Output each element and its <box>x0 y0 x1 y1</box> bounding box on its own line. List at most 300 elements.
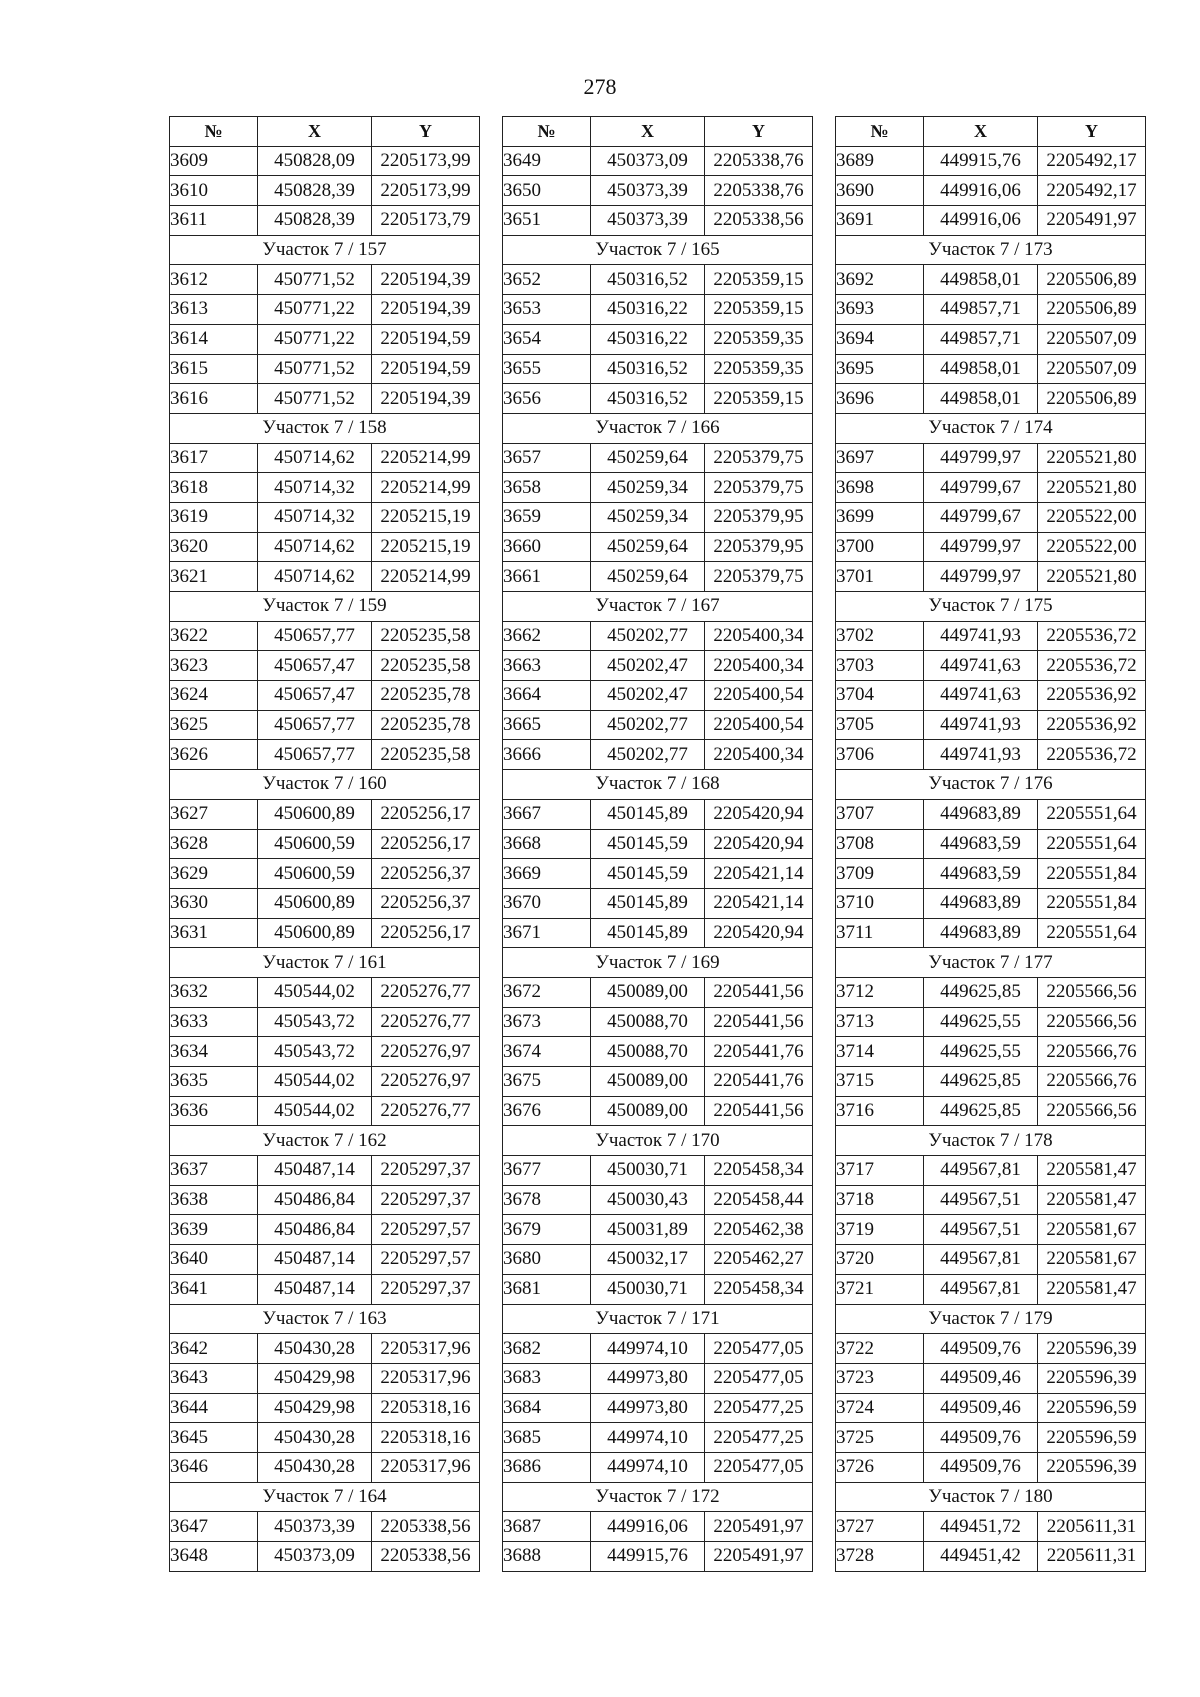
coord-y: 2205359,35 <box>705 324 813 354</box>
section-label: Участок 7 / 170 <box>503 1126 813 1156</box>
table-row <box>503 710 813 740</box>
coord-y: 2205477,05 <box>705 1334 813 1364</box>
coord-x: 449799,97 <box>924 532 1038 562</box>
coord-y: 2205491,97 <box>705 1512 813 1542</box>
table-row <box>170 384 480 414</box>
point-number: 3620 <box>170 532 258 562</box>
point-number: 3723 <box>836 1363 924 1393</box>
table-row <box>836 1245 1146 1275</box>
section-label: Участок 7 / 164 <box>170 1482 480 1512</box>
table-row <box>170 1037 480 1067</box>
coord-y: 2205297,57 <box>372 1245 480 1275</box>
coord-y: 2205491,97 <box>1038 206 1146 236</box>
coord-x: 450771,22 <box>258 324 372 354</box>
section-label: Участок 7 / 162 <box>170 1126 480 1156</box>
coord-y: 2205507,09 <box>1038 354 1146 384</box>
header-number: № <box>836 117 924 147</box>
section-label: Участок 7 / 172 <box>503 1482 813 1512</box>
coord-x: 449683,59 <box>924 859 1038 889</box>
coord-x: 450373,39 <box>591 206 705 236</box>
coord-x: 450316,52 <box>591 265 705 295</box>
point-number: 3626 <box>170 740 258 770</box>
table-row <box>503 1067 813 1097</box>
section-label: Участок 7 / 178 <box>836 1126 1146 1156</box>
table-row <box>503 502 813 532</box>
point-number: 3708 <box>836 829 924 859</box>
table-row <box>836 740 1146 770</box>
table-row <box>503 176 813 206</box>
table-row <box>836 1423 1146 1453</box>
coord-x: 449625,85 <box>924 977 1038 1007</box>
section-row <box>170 948 480 978</box>
table-row <box>503 621 813 651</box>
coord-y: 2205276,77 <box>372 1007 480 1037</box>
coord-y: 2205421,14 <box>705 888 813 918</box>
point-number: 3611 <box>170 206 258 236</box>
coord-x: 450202,47 <box>591 681 705 711</box>
coord-y: 2205611,31 <box>1038 1542 1146 1572</box>
table-row <box>170 1096 480 1126</box>
coord-y: 2205173,79 <box>372 206 480 236</box>
table-row <box>836 1067 1146 1097</box>
coord-y: 2205359,15 <box>705 265 813 295</box>
coord-y: 2205458,34 <box>705 1274 813 1304</box>
coord-y: 2205400,54 <box>705 710 813 740</box>
table-row <box>836 1096 1146 1126</box>
table-row <box>503 1185 813 1215</box>
section-row <box>836 948 1146 978</box>
coord-x: 450202,77 <box>591 740 705 770</box>
table-row <box>836 146 1146 176</box>
table-row <box>503 651 813 681</box>
section-row <box>170 235 480 265</box>
table-row <box>170 295 480 325</box>
coord-x: 450373,39 <box>258 1512 372 1542</box>
table-row <box>836 295 1146 325</box>
point-number: 3724 <box>836 1393 924 1423</box>
table-row <box>170 1542 480 1572</box>
coord-x: 450600,59 <box>258 829 372 859</box>
section-row <box>836 770 1146 800</box>
section-row <box>170 413 480 443</box>
section-row <box>836 235 1146 265</box>
point-number: 3697 <box>836 443 924 473</box>
coord-x: 450544,02 <box>258 977 372 1007</box>
coord-y: 2205317,96 <box>372 1363 480 1393</box>
coord-y: 2205458,34 <box>705 1156 813 1186</box>
table-row <box>170 1245 480 1275</box>
coord-x: 449741,93 <box>924 740 1038 770</box>
coord-y: 2205420,94 <box>705 829 813 859</box>
table-row <box>503 1512 813 1542</box>
table-row <box>503 1363 813 1393</box>
coord-x: 450316,22 <box>591 295 705 325</box>
table-row <box>170 1067 480 1097</box>
point-number: 3635 <box>170 1067 258 1097</box>
coord-x: 449858,01 <box>924 354 1038 384</box>
point-number: 3673 <box>503 1007 591 1037</box>
coord-y: 2205359,15 <box>705 295 813 325</box>
table-row <box>503 1215 813 1245</box>
section-row <box>836 1482 1146 1512</box>
section-label: Участок 7 / 160 <box>170 770 480 800</box>
coord-x: 450600,89 <box>258 888 372 918</box>
point-number: 3616 <box>170 384 258 414</box>
section-label: Участок 7 / 168 <box>503 770 813 800</box>
coord-y: 2205214,99 <box>372 473 480 503</box>
point-number: 3699 <box>836 502 924 532</box>
point-number: 3713 <box>836 1007 924 1037</box>
table-row <box>170 1393 480 1423</box>
section-label: Участок 7 / 159 <box>170 592 480 622</box>
header-y: Y <box>1038 117 1146 147</box>
coord-x: 450202,77 <box>591 710 705 740</box>
header-x: X <box>591 117 705 147</box>
table-row <box>836 859 1146 889</box>
point-number: 3691 <box>836 206 924 236</box>
point-number: 3615 <box>170 354 258 384</box>
coord-y: 2205400,54 <box>705 681 813 711</box>
table-row <box>503 354 813 384</box>
point-number: 3714 <box>836 1037 924 1067</box>
point-number: 3642 <box>170 1334 258 1364</box>
section-row <box>503 948 813 978</box>
coord-y: 2205256,17 <box>372 829 480 859</box>
point-number: 3692 <box>836 265 924 295</box>
section-label: Участок 7 / 176 <box>836 770 1146 800</box>
coord-x: 449509,76 <box>924 1334 1038 1364</box>
point-number: 3679 <box>503 1215 591 1245</box>
coord-x: 449683,89 <box>924 888 1038 918</box>
coord-y: 2205379,75 <box>705 473 813 503</box>
point-number: 3654 <box>503 324 591 354</box>
table-row <box>503 799 813 829</box>
table-row <box>170 562 480 592</box>
table-row <box>170 888 480 918</box>
coord-y: 2205536,92 <box>1038 710 1146 740</box>
point-number: 3644 <box>170 1393 258 1423</box>
coord-y: 2205359,35 <box>705 354 813 384</box>
point-number: 3636 <box>170 1096 258 1126</box>
coord-y: 2205566,56 <box>1038 977 1146 1007</box>
coord-y: 2205379,75 <box>705 443 813 473</box>
coord-y: 2205596,59 <box>1038 1423 1146 1453</box>
point-number: 3631 <box>170 918 258 948</box>
coord-x: 449973,80 <box>591 1393 705 1423</box>
coord-x: 450373,39 <box>591 176 705 206</box>
table-row <box>836 502 1146 532</box>
coord-x: 449625,55 <box>924 1007 1038 1037</box>
section-row <box>836 1304 1146 1334</box>
coord-x: 450089,00 <box>591 1096 705 1126</box>
table-row <box>503 473 813 503</box>
table-row <box>170 1423 480 1453</box>
coord-x: 450828,09 <box>258 146 372 176</box>
point-number: 3710 <box>836 888 924 918</box>
coord-y: 2205276,77 <box>372 977 480 1007</box>
coord-x: 450544,02 <box>258 1067 372 1097</box>
point-number: 3670 <box>503 888 591 918</box>
point-number: 3668 <box>503 829 591 859</box>
point-number: 3640 <box>170 1245 258 1275</box>
coord-y: 2205551,84 <box>1038 859 1146 889</box>
table-row <box>503 918 813 948</box>
coord-x: 449799,97 <box>924 562 1038 592</box>
header-y: Y <box>705 117 813 147</box>
coord-x: 450316,22 <box>591 324 705 354</box>
coord-x: 450259,64 <box>591 443 705 473</box>
table-row <box>503 1274 813 1304</box>
coord-y: 2205477,25 <box>705 1393 813 1423</box>
header-y: Y <box>372 117 480 147</box>
coord-x: 449741,63 <box>924 681 1038 711</box>
table-row <box>836 888 1146 918</box>
coord-x: 450030,71 <box>591 1274 705 1304</box>
coord-x: 450600,89 <box>258 918 372 948</box>
point-number: 3652 <box>503 265 591 295</box>
point-number: 3614 <box>170 324 258 354</box>
coord-x: 450714,32 <box>258 473 372 503</box>
table-row <box>836 621 1146 651</box>
table-row <box>503 265 813 295</box>
coord-y: 2205596,39 <box>1038 1452 1146 1482</box>
coord-x: 449915,76 <box>591 1542 705 1572</box>
section-label: Участок 7 / 165 <box>503 235 813 265</box>
section-label: Участок 7 / 161 <box>170 948 480 978</box>
coord-x: 450714,62 <box>258 443 372 473</box>
point-number: 3687 <box>503 1512 591 1542</box>
point-number: 3681 <box>503 1274 591 1304</box>
point-number: 3712 <box>836 977 924 1007</box>
table-row <box>503 1245 813 1275</box>
point-number: 3675 <box>503 1067 591 1097</box>
coord-y: 2205441,76 <box>705 1067 813 1097</box>
point-number: 3720 <box>836 1245 924 1275</box>
section-row <box>170 592 480 622</box>
table-row <box>836 176 1146 206</box>
point-number: 3686 <box>503 1452 591 1482</box>
coord-x: 450430,28 <box>258 1423 372 1453</box>
coord-x: 450657,47 <box>258 681 372 711</box>
coord-x: 450543,72 <box>258 1037 372 1067</box>
point-number: 3722 <box>836 1334 924 1364</box>
table-row <box>836 1452 1146 1482</box>
coord-y: 2205400,34 <box>705 651 813 681</box>
point-number: 3694 <box>836 324 924 354</box>
coord-x: 450259,34 <box>591 502 705 532</box>
point-number: 3657 <box>503 443 591 473</box>
section-label: Участок 7 / 163 <box>170 1304 480 1334</box>
coord-y: 2205581,67 <box>1038 1215 1146 1245</box>
table-header-row <box>503 117 813 147</box>
point-number: 3661 <box>503 562 591 592</box>
point-number: 3658 <box>503 473 591 503</box>
coord-x: 450430,28 <box>258 1334 372 1364</box>
coord-y: 2205420,94 <box>705 918 813 948</box>
coordinates-table-3 <box>835 116 1146 1572</box>
point-number: 3707 <box>836 799 924 829</box>
coord-y: 2205256,17 <box>372 799 480 829</box>
point-number: 3664 <box>503 681 591 711</box>
point-number: 3706 <box>836 740 924 770</box>
point-number: 3685 <box>503 1423 591 1453</box>
table-row <box>503 859 813 889</box>
header-x: X <box>924 117 1038 147</box>
point-number: 3653 <box>503 295 591 325</box>
section-row <box>170 1126 480 1156</box>
coord-y: 2205536,92 <box>1038 681 1146 711</box>
coord-y: 2205235,58 <box>372 740 480 770</box>
table-row <box>503 977 813 1007</box>
table-row <box>836 206 1146 236</box>
table-row <box>503 384 813 414</box>
coord-x: 449916,06 <box>924 206 1038 236</box>
table-row <box>836 265 1146 295</box>
coord-x: 449509,76 <box>924 1423 1038 1453</box>
point-number: 3689 <box>836 146 924 176</box>
point-number: 3727 <box>836 1512 924 1542</box>
coord-y: 2205492,17 <box>1038 146 1146 176</box>
table-row <box>836 977 1146 1007</box>
table-row <box>170 532 480 562</box>
coord-x: 450145,89 <box>591 888 705 918</box>
coord-y: 2205235,78 <box>372 681 480 711</box>
point-number: 3682 <box>503 1334 591 1364</box>
coord-x: 450429,98 <box>258 1363 372 1393</box>
point-number: 3609 <box>170 146 258 176</box>
coord-x: 450657,47 <box>258 651 372 681</box>
point-number: 3621 <box>170 562 258 592</box>
coord-x: 450030,71 <box>591 1156 705 1186</box>
coord-x: 450145,89 <box>591 918 705 948</box>
coord-y: 2205173,99 <box>372 176 480 206</box>
table-row <box>836 562 1146 592</box>
coord-x: 449916,06 <box>591 1512 705 1542</box>
coord-y: 2205256,37 <box>372 888 480 918</box>
table-row <box>170 621 480 651</box>
coord-y: 2205581,47 <box>1038 1156 1146 1186</box>
coord-x: 449799,97 <box>924 443 1038 473</box>
coord-x: 450714,62 <box>258 562 372 592</box>
point-number: 3619 <box>170 502 258 532</box>
coord-y: 2205420,94 <box>705 799 813 829</box>
table-row <box>836 651 1146 681</box>
coord-x: 450373,09 <box>591 146 705 176</box>
coord-y: 2205379,95 <box>705 532 813 562</box>
point-number: 3719 <box>836 1215 924 1245</box>
coord-x: 449741,93 <box>924 710 1038 740</box>
point-number: 3624 <box>170 681 258 711</box>
section-row <box>836 413 1146 443</box>
coord-y: 2205400,34 <box>705 740 813 770</box>
coord-x: 449509,46 <box>924 1393 1038 1423</box>
point-number: 3612 <box>170 265 258 295</box>
coord-x: 449741,93 <box>924 621 1038 651</box>
section-row <box>170 1304 480 1334</box>
coord-y: 2205458,44 <box>705 1185 813 1215</box>
table-row <box>170 799 480 829</box>
table-row <box>836 1512 1146 1542</box>
point-number: 3704 <box>836 681 924 711</box>
point-number: 3629 <box>170 859 258 889</box>
table-row <box>503 740 813 770</box>
point-number: 3646 <box>170 1452 258 1482</box>
table-row <box>503 146 813 176</box>
point-number: 3625 <box>170 710 258 740</box>
point-number: 3650 <box>503 176 591 206</box>
coord-x: 450771,52 <box>258 354 372 384</box>
coord-x: 450089,00 <box>591 1067 705 1097</box>
coord-y: 2205318,16 <box>372 1393 480 1423</box>
table-row <box>503 562 813 592</box>
table-row <box>170 354 480 384</box>
coord-x: 450657,77 <box>258 621 372 651</box>
table-row <box>836 1363 1146 1393</box>
coord-y: 2205318,16 <box>372 1423 480 1453</box>
coord-y: 2205491,97 <box>705 1542 813 1572</box>
table-row <box>170 206 480 236</box>
point-number: 3701 <box>836 562 924 592</box>
table-header-row <box>836 117 1146 147</box>
table-row <box>503 1037 813 1067</box>
coord-x: 450657,77 <box>258 710 372 740</box>
coord-y: 2205521,80 <box>1038 562 1146 592</box>
section-row <box>503 235 813 265</box>
section-label: Участок 7 / 180 <box>836 1482 1146 1512</box>
table-row <box>503 888 813 918</box>
coord-y: 2205551,64 <box>1038 799 1146 829</box>
point-number: 3680 <box>503 1245 591 1275</box>
point-number: 3728 <box>836 1542 924 1572</box>
coord-x: 450202,47 <box>591 651 705 681</box>
point-number: 3696 <box>836 384 924 414</box>
table-row <box>170 1215 480 1245</box>
coord-x: 449974,10 <box>591 1423 705 1453</box>
coord-x: 449915,76 <box>924 146 1038 176</box>
point-number: 3702 <box>836 621 924 651</box>
point-number: 3648 <box>170 1542 258 1572</box>
coord-y: 2205477,05 <box>705 1363 813 1393</box>
coord-y: 2205611,31 <box>1038 1512 1146 1542</box>
point-number: 3659 <box>503 502 591 532</box>
table-row <box>170 651 480 681</box>
coord-y: 2205506,89 <box>1038 265 1146 295</box>
table-row <box>503 1452 813 1482</box>
table-row <box>836 1334 1146 1364</box>
section-label: Участок 7 / 173 <box>836 235 1146 265</box>
section-label: Участок 7 / 174 <box>836 413 1146 443</box>
coord-x: 449625,55 <box>924 1037 1038 1067</box>
coord-y: 2205566,56 <box>1038 1096 1146 1126</box>
section-row <box>503 1304 813 1334</box>
coord-y: 2205194,39 <box>372 384 480 414</box>
point-number: 3715 <box>836 1067 924 1097</box>
table-row <box>836 324 1146 354</box>
coord-x: 450600,89 <box>258 799 372 829</box>
coord-x: 450487,14 <box>258 1274 372 1304</box>
coord-x: 449567,81 <box>924 1274 1038 1304</box>
coord-y: 2205359,15 <box>705 384 813 414</box>
coord-y: 2205297,37 <box>372 1156 480 1186</box>
coord-y: 2205581,47 <box>1038 1274 1146 1304</box>
coordinates-table-1 <box>169 116 480 1572</box>
point-number: 3711 <box>836 918 924 948</box>
coord-x: 449916,06 <box>924 176 1038 206</box>
coord-y: 2205441,56 <box>705 1096 813 1126</box>
table-row <box>170 502 480 532</box>
point-number: 3637 <box>170 1156 258 1186</box>
section-label: Участок 7 / 157 <box>170 235 480 265</box>
